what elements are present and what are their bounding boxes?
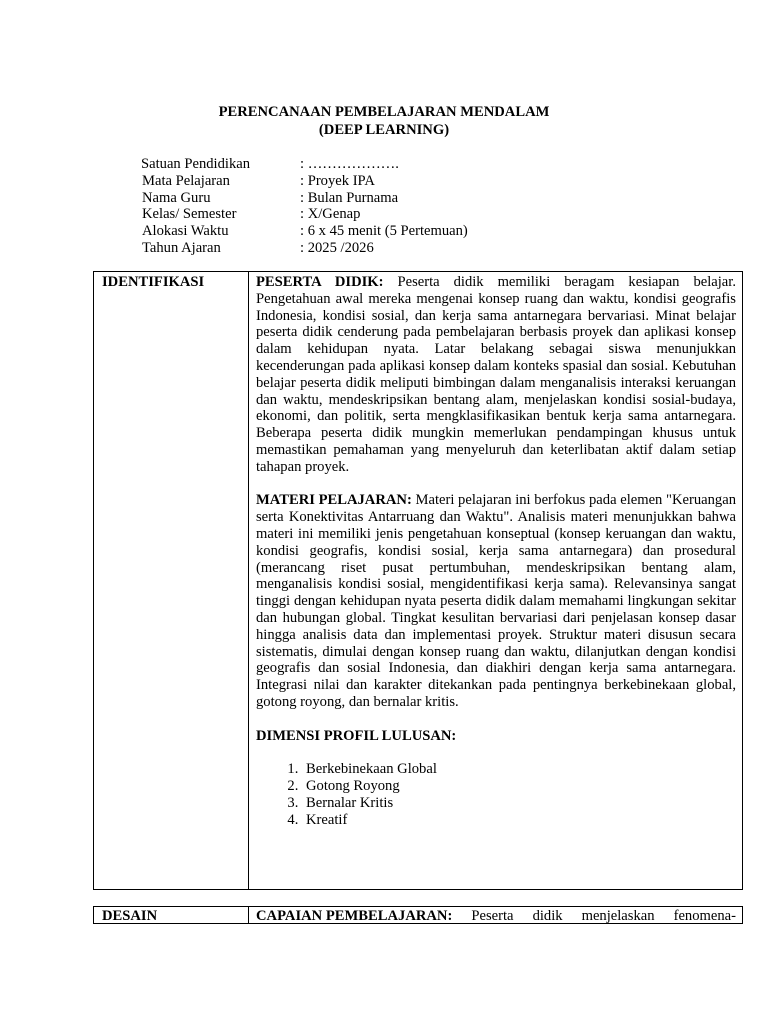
info-value: : X/Genap [300,206,361,223]
info-label: Kelas/ Semester [142,206,237,223]
info-block [0,156,768,257]
info-label: Mata Pelajaran [142,172,230,189]
materi-paragraph [256,492,736,710]
materi-text: Materi pelajaran ini berfokus pada elemen "Keruangan serta Konektivitas Antarruang dan Waktu". Analisis materi menunjukkan bahwa materi ini memiliki jenis pengetahuan konseptual (konsep keruangan dan waktu, kondisi geografis, kondisi sosial, kerja sama antarnegara) dan prosedural (merancang riset pusat pertumbuhan, mendeskripsikan bentang alam, menganalisis kondisi sosial, mengidentifikasi kerja sama). Relevansinya sangat tinggi dengan kehidupan nyata peserta didik dalam memahami lingkungan sekitar dan hubungan global. Tingkat kesulitan bervariasi dari penjelasan konsep dasar hingga analisis data dan implementasi proyek. Struktur materi disusun secara sistematis, dimulai dengan konsep ruang dan waktu, dilanjutkan dengan kondisi geografis dan sosial Indonesia, dan diakhiri dengan kerja sama antarnegara. Integrasi nilai dan karakter ditekankan pada pentingnya berkebinekaan global, gotong royong, dan bernalar kritis. [256,492,736,710]
desain-label: DESAIN [102,908,158,924]
info-row-nama-guru [0,190,768,207]
desain-table [93,906,743,924]
list-item: 1. Berkebinekaan Global [302,761,736,778]
info-value: : Bulan Purnama [300,189,399,206]
peserta-didik-paragraph [256,274,736,476]
info-value: : ………………. [300,156,399,172]
info-row-alokasi-waktu [0,223,768,240]
materi-heading: MATERI PELAJARAN: [256,492,412,509]
capaian-word: didik [532,908,563,924]
capaian-word: CAPAIAN PEMBELAJARAN: [256,908,453,924]
page-subtitle: (DEEP LEARNING) [318,122,450,138]
info-label: Satuan Pendidikan [141,156,251,172]
info-label: Tahun Ajaran [142,239,221,256]
desain-content [256,908,736,924]
list-item: 4. Kreatif [302,812,736,829]
info-label: Alokasi Waktu [142,223,229,240]
identifikasi-table [93,271,743,890]
page-title: PERENCANAAN PEMBELAJARAN MENDALAM [218,104,550,120]
info-row-mata-pelajaran [0,173,768,190]
peserta-didik-heading: PESERTA DIDIK: [256,274,384,290]
dimensi-list [256,761,736,828]
capaian-word: Peserta [471,908,514,924]
dimensi-heading: DIMENSI PROFIL LULUSAN: [256,727,457,744]
info-value: : 2025 /2026 [300,239,374,256]
capaian-word: fenomena- [673,908,736,924]
info-value: : Proyek IPA [300,172,375,189]
capaian-word: menjelaskan [581,908,655,924]
column-divider [248,907,249,923]
info-row-tahun-ajaran [0,240,768,257]
info-label: Nama Guru [142,189,211,206]
peserta-didik-text: Peserta didik memiliki beragam kesiapan belajar. Pengetahuan awal mereka mengenai konsep ruang dan waktu, kondisi geografis Indonesia, kondisi sosial, dan kerja sama antarnegara bervariasi. Minat belajar peserta didik cenderung pada pembelajaran berbasis proyek dan aplikasi konsep dalam kehidupan nyata. Latar belakang sebagai siswa menunjukkan kecenderungan pada aplikasi konsep dalam konteks spasial dan sosial. Kebutuhan belajar peserta didik meliputi bimbingan dalam menganalisis interaksi keruangan dan waktu, mendeskripsikan bentang alam, menjelaskan kondisi sosial-budaya, ekonomi, dan politik, serta mengklasifikasikan bentuk kerja sama antarnegara. Beberapa peserta didik mungkin memerlukan pendampingan khusus untuk memastikan pemahaman yang menyeluruh dan keterlibatan aktif dalam setiap tahapan proyek. [256,274,736,475]
info-row-satuan-pendidikan [0,156,768,173]
column-divider [248,272,249,889]
identifikasi-content [256,274,736,828]
info-value: : 6 x 45 menit (5 Pertemuan) [300,223,468,240]
capaian-line [256,908,736,924]
list-item: 2. Gotong Royong [302,778,736,795]
info-row-kelas-semester [0,206,768,223]
identifikasi-label: IDENTIFIKASI [102,274,205,290]
list-item: 3. Bernalar Kritis [302,795,736,812]
